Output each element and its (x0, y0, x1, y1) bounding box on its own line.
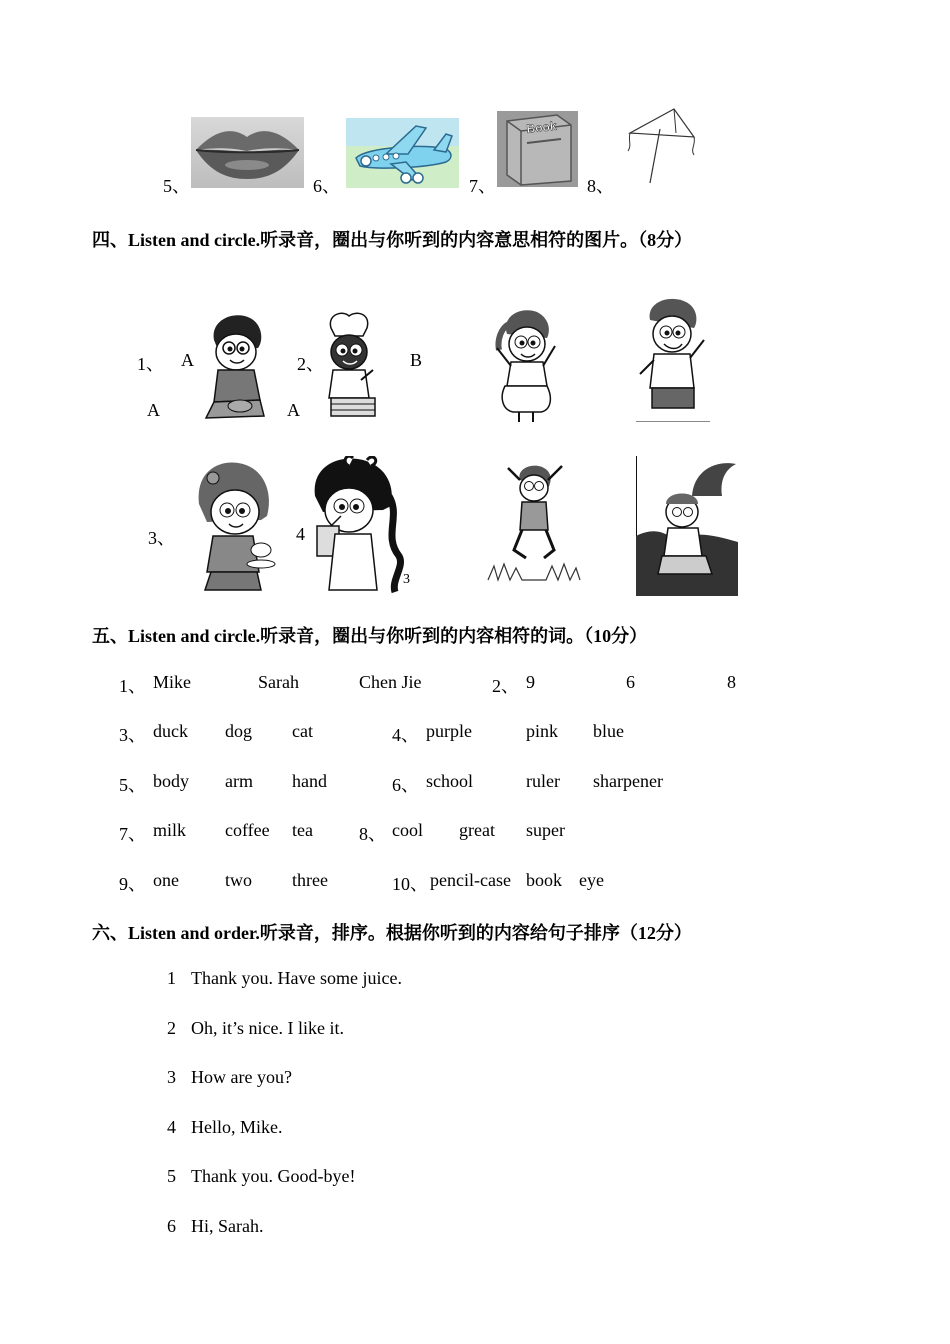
order-item-number: 3 (167, 1067, 176, 1087)
s5-q4-option[interactable]: purple (426, 721, 472, 741)
s5-q3-option[interactable]: duck (153, 721, 188, 741)
s5-q8-number: 8、 (359, 824, 386, 844)
chef-with-cake-picture (317, 310, 381, 422)
s5-q1-option[interactable]: Sarah (258, 672, 299, 692)
s5-q8-option[interactable]: great (459, 820, 495, 840)
order-item-sentence: Hi, Sarah. (191, 1216, 264, 1236)
order-item-number: 5 (167, 1166, 176, 1186)
s5-q6-option[interactable]: ruler (526, 771, 560, 791)
s5-q2-option[interactable]: 8 (727, 672, 736, 692)
q2-option-a-label: A (287, 400, 300, 420)
boy-eating-cake-picture (204, 310, 266, 422)
question-1-number: 1、 (137, 354, 164, 374)
kite-drawing (622, 103, 702, 187)
s5-q2-option[interactable]: 9 (526, 672, 535, 692)
s5-q5-number: 5、 (119, 775, 146, 795)
question-2-number: 2、 (297, 354, 324, 374)
s5-q4-option[interactable]: pink (526, 721, 559, 741)
item-5-number: 5、 (163, 176, 190, 196)
item-6-number: 6、 (313, 176, 340, 196)
s5-q10-number: 10、 (392, 874, 428, 894)
s5-q2-option[interactable]: 6 (626, 672, 635, 692)
s5-q2-number: 2、 (492, 676, 519, 696)
s5-q10-option[interactable]: eye (579, 870, 604, 890)
section-5-heading: 五、Listen and circle.听录音，圈出与你听到的内容相符的词。（10分） (92, 626, 648, 646)
s5-q5-option[interactable]: arm (225, 771, 253, 791)
s5-q7-option[interactable]: coffee (225, 820, 270, 840)
q1-option-a-label: A (181, 350, 194, 370)
order-item-sentence: Thank you. Have some juice. (191, 968, 402, 988)
item-8-number: 8、 (587, 176, 614, 196)
section-4-heading: 四、Listen and circle.听录音，圈出与你听到的内容意思相符的图片。（8分） (92, 230, 693, 250)
item-7-number: 7、 (469, 176, 496, 196)
boy-pointing-picture (636, 296, 710, 422)
s5-q7-number: 7、 (119, 824, 146, 844)
s5-q6-option[interactable]: school (426, 771, 473, 791)
s5-q8-option[interactable]: super (526, 820, 565, 840)
order-item-number: 6 (167, 1216, 176, 1236)
book-picture (497, 111, 578, 187)
order-item-number: 2 (167, 1018, 176, 1038)
s5-q1-option[interactable]: Mike (153, 672, 191, 692)
s5-q6-number: 6、 (392, 775, 419, 795)
question-4-number: 4 (296, 524, 305, 544)
girl-jumping-picture (486, 460, 582, 584)
girl-with-teacup-picture (191, 460, 279, 596)
order-item-number: 1 (167, 968, 176, 988)
s5-q9-option[interactable]: one (153, 870, 179, 890)
s5-q1-number: 1、 (119, 676, 146, 696)
s5-q9-number: 9、 (119, 874, 146, 894)
question-3-number: 3、 (148, 528, 175, 548)
s5-q5-option[interactable]: hand (292, 771, 327, 791)
s5-q10-option[interactable]: pencil-case (430, 870, 511, 890)
stray-mark: 3 (403, 572, 410, 587)
lips-picture (191, 117, 304, 188)
order-item-number: 4 (167, 1117, 176, 1137)
s5-q6-option[interactable]: sharpener (593, 771, 663, 791)
s5-q9-option[interactable]: three (292, 870, 328, 890)
s5-q1-option[interactable]: Chen Jie (359, 672, 422, 692)
q2-option-b-label: B (410, 350, 423, 370)
order-item-sentence: Hello, Mike. (191, 1117, 283, 1137)
order-item-sentence: Thank you. Good-bye! (191, 1166, 356, 1186)
airplane-picture (346, 118, 459, 188)
s5-q9-option[interactable]: two (225, 870, 252, 890)
book-cover-word: Book (525, 118, 558, 136)
girl-drinking-juice-picture (305, 456, 409, 596)
q1-option-a-label-lower: A (147, 400, 160, 420)
s5-q3-number: 3、 (119, 725, 146, 745)
s5-q10-option[interactable]: book (526, 870, 562, 890)
s5-q7-option[interactable]: tea (292, 820, 313, 840)
s5-q4-number: 4、 (392, 725, 419, 745)
s5-q3-option[interactable]: dog (225, 721, 252, 741)
order-item-sentence: Oh, it’s nice. I like it. (191, 1018, 344, 1038)
s5-q3-option[interactable]: cat (292, 721, 313, 741)
order-item-sentence: How are you? (191, 1067, 292, 1087)
s5-q5-option[interactable]: body (153, 771, 189, 791)
section-6-heading: 六、Listen and order.听录音，排序。根据你听到的内容给句子排序（12分） (92, 923, 692, 943)
s5-q4-option[interactable]: blue (593, 721, 624, 741)
girl-sitting-outdoors-picture (636, 456, 738, 596)
s5-q8-option[interactable]: cool (392, 820, 423, 840)
girl-victory-sign-picture (491, 306, 559, 424)
s5-q7-option[interactable]: milk (153, 820, 187, 840)
